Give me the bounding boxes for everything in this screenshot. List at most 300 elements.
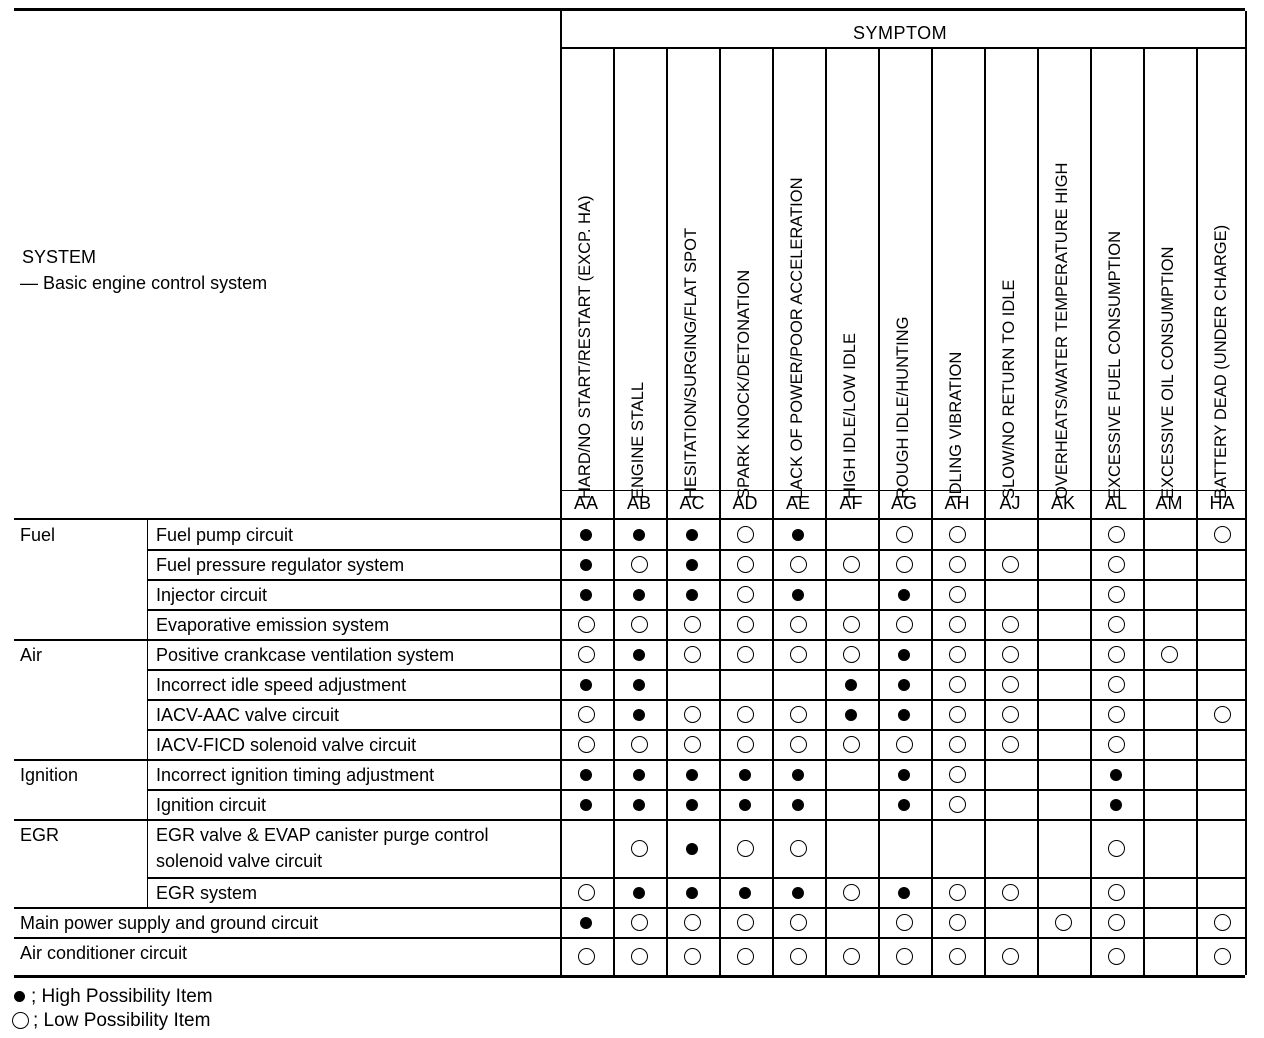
low-possibility-mark [560, 884, 612, 902]
filled-circle-icon [792, 769, 804, 781]
low-possibility-mark [1090, 646, 1142, 664]
low-possibility-mark [560, 616, 612, 634]
open-circle-icon [949, 586, 966, 603]
low-possibility-mark [772, 840, 824, 858]
high-possibility-mark [560, 766, 612, 784]
column-code: AB [626, 493, 651, 513]
high-possibility-mark [878, 796, 930, 814]
system-subheader: — Basic engine control system [20, 273, 268, 293]
open-circle-icon [578, 948, 595, 965]
high-possibility-mark [666, 586, 718, 604]
low-possibility-mark [772, 706, 824, 724]
low-possibility-mark [984, 676, 1036, 694]
filled-circle-icon [739, 887, 751, 899]
filled-circle-icon [792, 799, 804, 811]
column-code: AD [732, 493, 758, 513]
low-possibility-mark [984, 706, 1036, 724]
high-possibility-mark [613, 526, 665, 544]
filled-circle-icon [580, 917, 592, 929]
low-possibility-mark [666, 646, 718, 664]
column-name: HESITATION/SURGING/FLAT SPOT [682, 227, 700, 499]
filled-circle-icon [739, 769, 751, 781]
open-circle-icon [737, 646, 754, 663]
low-possibility-mark [931, 556, 983, 574]
high-possibility-mark [666, 796, 718, 814]
open-circle-icon [1108, 706, 1125, 723]
high-possibility-mark [825, 676, 877, 694]
low-possibility-mark [613, 914, 665, 932]
row-divider [147, 729, 1245, 731]
column-name: SPARK KNOCK/DETONATION [735, 269, 753, 499]
high-possibility-mark [613, 676, 665, 694]
open-circle-icon [843, 616, 860, 633]
low-possibility-mark [719, 616, 771, 634]
low-possibility-mark [1090, 736, 1142, 754]
row-item: EGR system [156, 883, 258, 903]
column-name: LACK OF POWER/POOR ACCELERATION [788, 177, 806, 499]
high-possibility-mark [878, 884, 930, 902]
filled-circle-icon [580, 769, 592, 781]
low-possibility-mark [931, 706, 983, 724]
filled-circle-icon [686, 559, 698, 571]
low-possibility-mark [1090, 884, 1142, 902]
open-circle-icon [1161, 646, 1178, 663]
filled-circle-icon [633, 709, 645, 721]
row-divider [147, 877, 1245, 879]
row-divider [14, 759, 1245, 761]
open-circle-icon [737, 616, 754, 633]
low-possibility-mark [984, 646, 1036, 664]
row-group: Main power supply and ground circuit [20, 913, 319, 933]
open-circle-icon [949, 948, 966, 965]
filled-circle-icon [898, 769, 910, 781]
high-possibility-mark [878, 646, 930, 664]
high-possibility-mark [666, 840, 718, 858]
open-circle-icon [737, 586, 754, 603]
low-possibility-mark [613, 616, 665, 634]
low-possibility-mark [931, 796, 983, 814]
open-circle-icon [1002, 736, 1019, 753]
high-possibility-mark [719, 766, 771, 784]
open-circle-icon [949, 616, 966, 633]
column-name: ROUGH IDLE/HUNTING [894, 316, 912, 499]
open-circle-icon [843, 736, 860, 753]
low-possibility-mark [772, 736, 824, 754]
low-possibility-mark [772, 948, 824, 966]
low-possibility-mark [772, 556, 824, 574]
low-possibility-mark [931, 914, 983, 932]
filled-circle-icon [686, 589, 698, 601]
high-possibility-mark [666, 526, 718, 544]
open-circle-icon [1108, 586, 1125, 603]
column-name: ENGINE STALL [629, 381, 647, 499]
filled-circle-icon [898, 589, 910, 601]
low-possibility-mark [825, 736, 877, 754]
column-name: SLOW/NO RETURN TO IDLE [1000, 279, 1018, 499]
high-possibility-mark [666, 556, 718, 574]
high-possibility-mark [878, 586, 930, 604]
filled-circle-icon [1110, 769, 1122, 781]
low-possibility-mark [1090, 586, 1142, 604]
open-circle-icon [790, 840, 807, 857]
row-group: EGR [20, 825, 60, 845]
row-item: Fuel pressure regulator system [156, 555, 405, 575]
column-name: IDLING VIBRATION [947, 351, 965, 499]
low-possibility-mark [878, 556, 930, 574]
column-code: HA [1209, 493, 1235, 513]
column-name: BATTERY DEAD (UNDER CHARGE) [1212, 224, 1230, 499]
row-group: Air conditioner circuit [20, 943, 188, 963]
high-possibility-mark [1090, 766, 1142, 784]
low-possibility-mark [719, 526, 771, 544]
high-possibility-mark [666, 884, 718, 902]
low-possibility-mark [772, 914, 824, 932]
low-possibility-mark [931, 586, 983, 604]
filled-circle-icon [633, 589, 645, 601]
low-possibility-mark [825, 616, 877, 634]
low-possibility-mark [878, 914, 930, 932]
row-item: Fuel pump circuit [156, 525, 294, 545]
open-circle-icon [737, 736, 754, 753]
open-circle-icon [790, 556, 807, 573]
open-circle-icon [790, 646, 807, 663]
open-circle-icon [949, 556, 966, 573]
symptom-header: SYMPTOM [853, 23, 948, 43]
low-possibility-mark [878, 616, 930, 634]
open-circle-icon [843, 646, 860, 663]
high-possibility-mark [772, 884, 824, 902]
high-possibility-mark [772, 526, 824, 544]
low-possibility-mark [1196, 948, 1248, 966]
low-possibility-mark [560, 736, 612, 754]
low-possibility-mark [931, 736, 983, 754]
column-code: AM [1155, 493, 1183, 513]
open-circle-icon [631, 556, 648, 573]
open-circle-icon [949, 646, 966, 663]
low-possibility-mark [719, 948, 771, 966]
high-possibility-mark [772, 766, 824, 784]
row-divider [14, 907, 1245, 909]
column-code: AG [890, 493, 917, 513]
open-circle-icon [790, 706, 807, 723]
open-circle-icon [737, 706, 754, 723]
row-divider [14, 937, 1245, 939]
low-possibility-mark [560, 948, 612, 966]
low-possibility-mark [931, 646, 983, 664]
filled-circle-icon [792, 589, 804, 601]
low-possibility-mark [719, 556, 771, 574]
filled-circle-icon [792, 887, 804, 899]
low-possibility-mark [1196, 526, 1248, 544]
high-possibility-mark [825, 706, 877, 724]
low-possibility-mark [825, 646, 877, 664]
high-possibility-mark [878, 766, 930, 784]
column-code: AA [573, 493, 598, 513]
open-circle-icon [1002, 556, 1019, 573]
column-name: HARD/NO START/RESTART (EXCP. HA) [576, 195, 594, 499]
top-rule [14, 8, 1245, 11]
low-possibility-mark [772, 616, 824, 634]
filled-circle-icon [686, 529, 698, 541]
open-circle-icon [684, 646, 701, 663]
low-possibility-mark [931, 766, 983, 784]
high-possibility-mark [560, 586, 612, 604]
open-circle-icon [790, 616, 807, 633]
low-possibility-mark [1090, 676, 1142, 694]
low-possibility-mark [666, 736, 718, 754]
low-possibility-mark [878, 526, 930, 544]
high-possibility-mark [613, 706, 665, 724]
low-possibility-mark [984, 616, 1036, 634]
column-name: EXCESSIVE FUEL CONSUMPTION [1106, 230, 1124, 499]
low-possibility-mark [1037, 914, 1089, 932]
low-possibility-mark [1090, 706, 1142, 724]
open-circle-icon [578, 736, 595, 753]
row-divider [147, 579, 1245, 581]
low-possibility-mark [1143, 646, 1195, 664]
row-item-cont: solenoid valve circuit [156, 851, 323, 871]
open-circle-icon [949, 736, 966, 753]
high-possibility-mark [719, 884, 771, 902]
low-possibility-mark [613, 840, 665, 858]
open-circle-icon [949, 914, 966, 931]
open-circle-icon [1108, 646, 1125, 663]
low-possibility-mark [613, 556, 665, 574]
open-circle-icon [737, 948, 754, 965]
low-possibility-mark [984, 556, 1036, 574]
open-circle-icon [949, 676, 966, 693]
open-circle-icon [1108, 556, 1125, 573]
low-possibility-mark [719, 736, 771, 754]
low-possibility-mark [1090, 948, 1142, 966]
low-possibility-mark [984, 736, 1036, 754]
high-possibility-icon [14, 991, 25, 1002]
open-circle-icon [790, 736, 807, 753]
open-circle-icon [578, 884, 595, 901]
filled-circle-icon [898, 709, 910, 721]
open-circle-icon [1055, 914, 1072, 931]
open-circle-icon [949, 766, 966, 783]
row-divider [147, 699, 1245, 701]
open-circle-icon [684, 914, 701, 931]
open-circle-icon [1002, 884, 1019, 901]
open-circle-icon [1002, 948, 1019, 965]
low-possibility-mark [719, 646, 771, 664]
low-possibility-mark [931, 884, 983, 902]
open-circle-icon [631, 840, 648, 857]
row-item: Positive crankcase ventilation system [156, 645, 455, 665]
filled-circle-icon [633, 887, 645, 899]
filled-circle-icon [792, 529, 804, 541]
filled-circle-icon [580, 559, 592, 571]
low-possibility-mark [931, 676, 983, 694]
high-possibility-mark [878, 676, 930, 694]
system-header: SYSTEM [22, 247, 97, 267]
open-circle-icon [737, 840, 754, 857]
low-possibility-mark [613, 948, 665, 966]
open-circle-icon [1108, 884, 1125, 901]
row-item: Incorrect ignition timing adjustment [156, 765, 435, 785]
open-circle-icon [1108, 616, 1125, 633]
legend-low-label: ; Low Possibility Item [33, 1010, 211, 1031]
filled-circle-icon [633, 799, 645, 811]
open-circle-icon [843, 884, 860, 901]
open-circle-icon [1108, 676, 1125, 693]
low-possibility-mark [825, 556, 877, 574]
filled-circle-icon [845, 709, 857, 721]
open-circle-icon [1002, 646, 1019, 663]
filled-circle-icon [686, 799, 698, 811]
column-code: AH [944, 493, 970, 513]
row-item: Injector circuit [156, 585, 268, 605]
header-bottom-rule [14, 518, 1245, 520]
low-possibility-mark [878, 948, 930, 966]
open-circle-icon [1214, 914, 1231, 931]
open-circle-icon [631, 914, 648, 931]
open-circle-icon [1002, 616, 1019, 633]
row-group: Ignition [20, 765, 79, 785]
high-possibility-mark [613, 646, 665, 664]
legend-high-label: ; High Possibility Item [31, 986, 213, 1007]
filled-circle-icon [898, 887, 910, 899]
low-possibility-mark [772, 646, 824, 664]
low-possibility-mark [719, 914, 771, 932]
filled-circle-icon [633, 679, 645, 691]
open-circle-icon [1108, 736, 1125, 753]
low-possibility-icon [12, 1012, 29, 1029]
low-possibility-mark [1090, 526, 1142, 544]
column-name: HIGH IDLE/LOW IDLE [841, 333, 859, 499]
row-group: Air [20, 645, 42, 665]
low-possibility-mark [1196, 914, 1248, 932]
high-possibility-mark [560, 914, 612, 932]
bottom-rule [14, 975, 1245, 978]
open-circle-icon [1108, 526, 1125, 543]
low-possibility-mark [560, 646, 612, 664]
open-circle-icon [737, 914, 754, 931]
open-circle-icon [1002, 706, 1019, 723]
filled-circle-icon [580, 799, 592, 811]
filled-circle-icon [633, 649, 645, 661]
low-possibility-mark [666, 706, 718, 724]
low-possibility-mark [984, 884, 1036, 902]
high-possibility-mark [1090, 796, 1142, 814]
open-circle-icon [631, 948, 648, 965]
open-circle-icon [843, 556, 860, 573]
row-item: Incorrect idle speed adjustment [156, 675, 407, 695]
low-possibility-mark [666, 616, 718, 634]
open-circle-icon [737, 526, 754, 543]
filled-circle-icon [633, 529, 645, 541]
row-divider [147, 789, 1245, 791]
filled-circle-icon [898, 649, 910, 661]
open-circle-icon [1214, 706, 1231, 723]
open-circle-icon [684, 616, 701, 633]
row-item: IACV-AAC valve circuit [156, 705, 340, 725]
column-code: AE [785, 493, 810, 513]
high-possibility-mark [560, 796, 612, 814]
legend-low [12, 1009, 210, 1033]
filled-circle-icon [898, 679, 910, 691]
column-code: AL [1104, 493, 1128, 513]
open-circle-icon [684, 948, 701, 965]
high-possibility-mark [719, 796, 771, 814]
low-possibility-mark [613, 736, 665, 754]
filled-circle-icon [580, 529, 592, 541]
open-circle-icon [578, 706, 595, 723]
open-circle-icon [684, 736, 701, 753]
open-circle-icon [1214, 526, 1231, 543]
low-possibility-mark [666, 914, 718, 932]
open-circle-icon [1108, 914, 1125, 931]
low-possibility-mark [1090, 556, 1142, 574]
open-circle-icon [949, 884, 966, 901]
open-circle-icon [737, 556, 754, 573]
open-circle-icon [896, 914, 913, 931]
filled-circle-icon [580, 589, 592, 601]
high-possibility-mark [560, 676, 612, 694]
legend-high [14, 985, 213, 1009]
open-circle-icon [843, 948, 860, 965]
low-possibility-mark [719, 706, 771, 724]
high-possibility-mark [560, 526, 612, 544]
row-divider [147, 549, 1245, 551]
high-possibility-mark [613, 766, 665, 784]
low-possibility-mark [931, 616, 983, 634]
low-possibility-mark [560, 706, 612, 724]
open-circle-icon [790, 914, 807, 931]
filled-circle-icon [845, 679, 857, 691]
filled-circle-icon [633, 769, 645, 781]
high-possibility-mark [613, 586, 665, 604]
row-divider [147, 609, 1245, 611]
high-possibility-mark [666, 766, 718, 784]
column-code: AJ [999, 493, 1021, 513]
low-possibility-mark [984, 948, 1036, 966]
open-circle-icon [684, 706, 701, 723]
open-circle-icon [631, 616, 648, 633]
low-possibility-mark [931, 948, 983, 966]
low-possibility-mark [1090, 616, 1142, 634]
row-item: EGR valve & EVAP canister purge control [156, 825, 489, 845]
low-possibility-mark [666, 948, 718, 966]
low-possibility-mark [719, 586, 771, 604]
high-possibility-mark [772, 586, 824, 604]
low-possibility-mark [719, 840, 771, 858]
filled-circle-icon [898, 799, 910, 811]
filled-circle-icon [1110, 799, 1122, 811]
low-possibility-mark [1090, 914, 1142, 932]
filled-circle-icon [686, 887, 698, 899]
open-circle-icon [949, 706, 966, 723]
open-circle-icon [1002, 676, 1019, 693]
row-divider [147, 669, 1245, 671]
high-possibility-mark [772, 796, 824, 814]
high-possibility-mark [613, 796, 665, 814]
row-item: Ignition circuit [156, 795, 267, 815]
open-circle-icon [896, 556, 913, 573]
low-possibility-mark [931, 526, 983, 544]
row-divider [14, 639, 1245, 641]
low-possibility-mark [878, 736, 930, 754]
column-code: AC [679, 493, 705, 513]
column-code: AK [1050, 493, 1075, 513]
open-circle-icon [578, 646, 595, 663]
row-group: Fuel [20, 525, 56, 545]
open-circle-icon [896, 616, 913, 633]
low-possibility-mark [825, 948, 877, 966]
open-circle-icon [949, 796, 966, 813]
